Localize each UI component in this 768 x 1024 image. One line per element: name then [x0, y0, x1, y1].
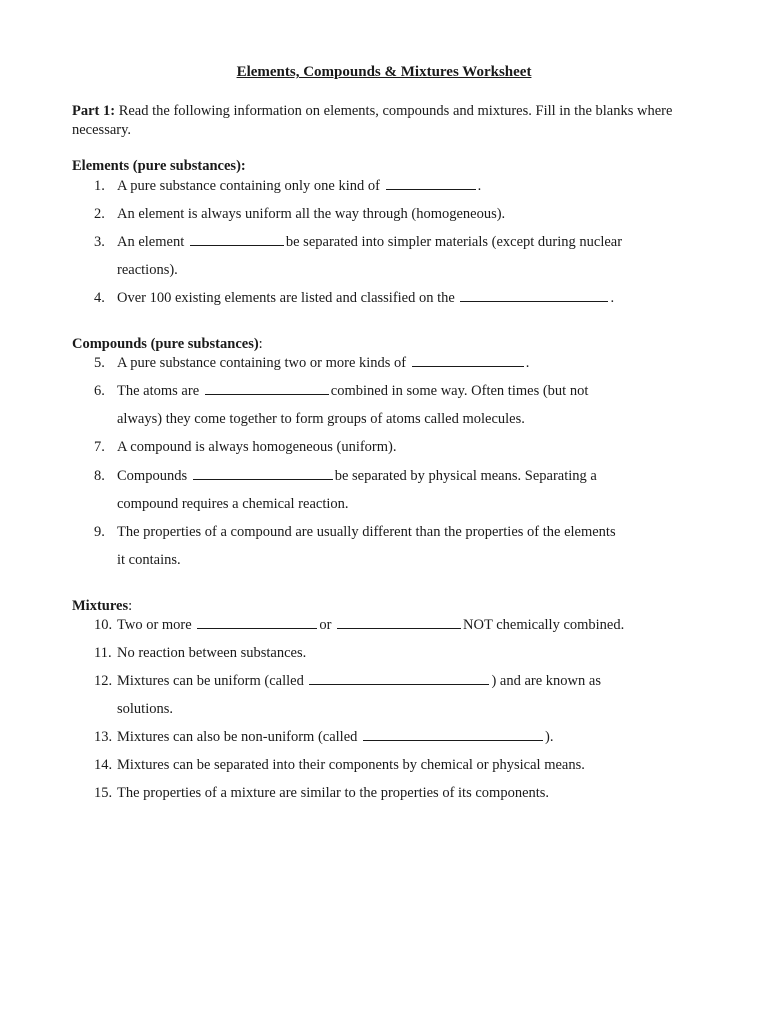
item-number: 5. [94, 355, 105, 371]
item-text: An element is always uniform all the way through (homogeneous). [117, 206, 506, 222]
item-number: 12. [94, 673, 113, 689]
intro-text: Read the following information on elements, compounds and mixtures. Fill in the blanks where necessary. [72, 103, 673, 138]
answer-blank[interactable] [309, 670, 489, 685]
item-text-cont: solutions. [117, 701, 173, 717]
list-item-10 [94, 611, 694, 639]
list-item-1 [94, 172, 694, 200]
item-text: Mixtures can also be non-uniform (called [117, 729, 358, 745]
item-text-cont: compound requires a chemical reaction. [117, 496, 349, 512]
item-text-mid: be separated by physical means. Separating a [334, 468, 597, 484]
item-text: Two or more [117, 617, 192, 633]
item-text-end: . [610, 290, 615, 306]
item-text: A pure substance containing only one kind of [117, 178, 380, 194]
item-text-mid: combined in some way. Often times (but not [330, 383, 589, 399]
answer-blank[interactable] [190, 231, 284, 246]
answer-blank[interactable] [363, 726, 543, 741]
list-item-3 [94, 228, 694, 284]
answer-blank[interactable] [205, 380, 329, 395]
item-number: 6. [94, 383, 105, 399]
item-number: 3. [94, 234, 105, 250]
item-number: 7. [94, 439, 105, 455]
item-text: No reaction between substances. [117, 645, 307, 661]
list-item-12 [94, 667, 694, 723]
item-text-mid: be separated into simpler materials (except during nuclear [285, 234, 623, 250]
item-text-cont: always) they come together to form groups of atoms called molecules. [117, 411, 525, 427]
item-number: 4. [94, 290, 105, 306]
intro-label: Part 1: [72, 103, 116, 119]
item-number: 13. [94, 729, 113, 745]
item-text: The atoms are [117, 383, 200, 399]
item-text-mid: ) and are known as [491, 673, 601, 689]
item-text: An element [117, 234, 185, 250]
compounds-heading: Compounds (pure substances): [72, 336, 263, 352]
list-item-8 [94, 462, 694, 518]
item-number: 15. [94, 785, 113, 801]
item-text-cont: it contains. [117, 552, 181, 568]
list-item-15 [94, 779, 694, 807]
item-text-mid: or [319, 617, 332, 633]
item-text-end: . [477, 178, 482, 194]
item-text: Over 100 existing elements are listed and classified on the [117, 290, 455, 306]
item-number: 10. [94, 617, 113, 633]
item-number: 2. [94, 206, 105, 222]
list-item-7 [94, 433, 694, 461]
item-number: 1. [94, 178, 105, 194]
list-item-9 [94, 518, 694, 574]
item-text: Compounds [117, 468, 188, 484]
answer-blank[interactable] [337, 614, 461, 629]
answer-blank[interactable] [460, 287, 608, 302]
item-number: 14. [94, 757, 113, 773]
answer-blank[interactable] [412, 352, 524, 367]
list-item-2 [94, 200, 694, 228]
item-text: A pure substance containing two or more kinds of [117, 355, 407, 371]
elements-heading: Elements (pure substances): [72, 158, 246, 174]
intro-paragraph [72, 102, 692, 140]
list-item-6 [94, 377, 694, 433]
answer-blank[interactable] [197, 614, 317, 629]
item-text: The properties of a compound are usually different than the properties of the elements [117, 524, 616, 540]
item-text-cont: reactions). [117, 262, 178, 278]
list-item-5 [94, 349, 694, 377]
item-text: The properties of a mixture are similar to the properties of its components. [117, 785, 550, 801]
answer-blank[interactable] [386, 175, 476, 190]
list-item-4 [94, 284, 694, 312]
list-item-13 [94, 723, 694, 751]
mixtures-heading: Mixtures: [72, 598, 133, 614]
item-text-end: . [525, 355, 530, 371]
item-text-end: ). [545, 729, 554, 745]
item-number: 8. [94, 468, 105, 484]
item-number: 9. [94, 524, 105, 540]
item-text: Mixtures can be separated into their components by chemical or physical means. [117, 757, 585, 773]
item-text: A compound is always homogeneous (uniform). [117, 439, 397, 455]
worksheet-title: Elements, Compounds & Mixtures Worksheet [236, 64, 532, 80]
item-text: Mixtures can be uniform (called [117, 673, 304, 689]
list-item-11 [94, 639, 694, 667]
list-item-14 [94, 751, 694, 779]
item-number: 11. [94, 645, 112, 661]
answer-blank[interactable] [193, 465, 333, 480]
item-text-end: NOT chemically combined. [463, 617, 625, 633]
